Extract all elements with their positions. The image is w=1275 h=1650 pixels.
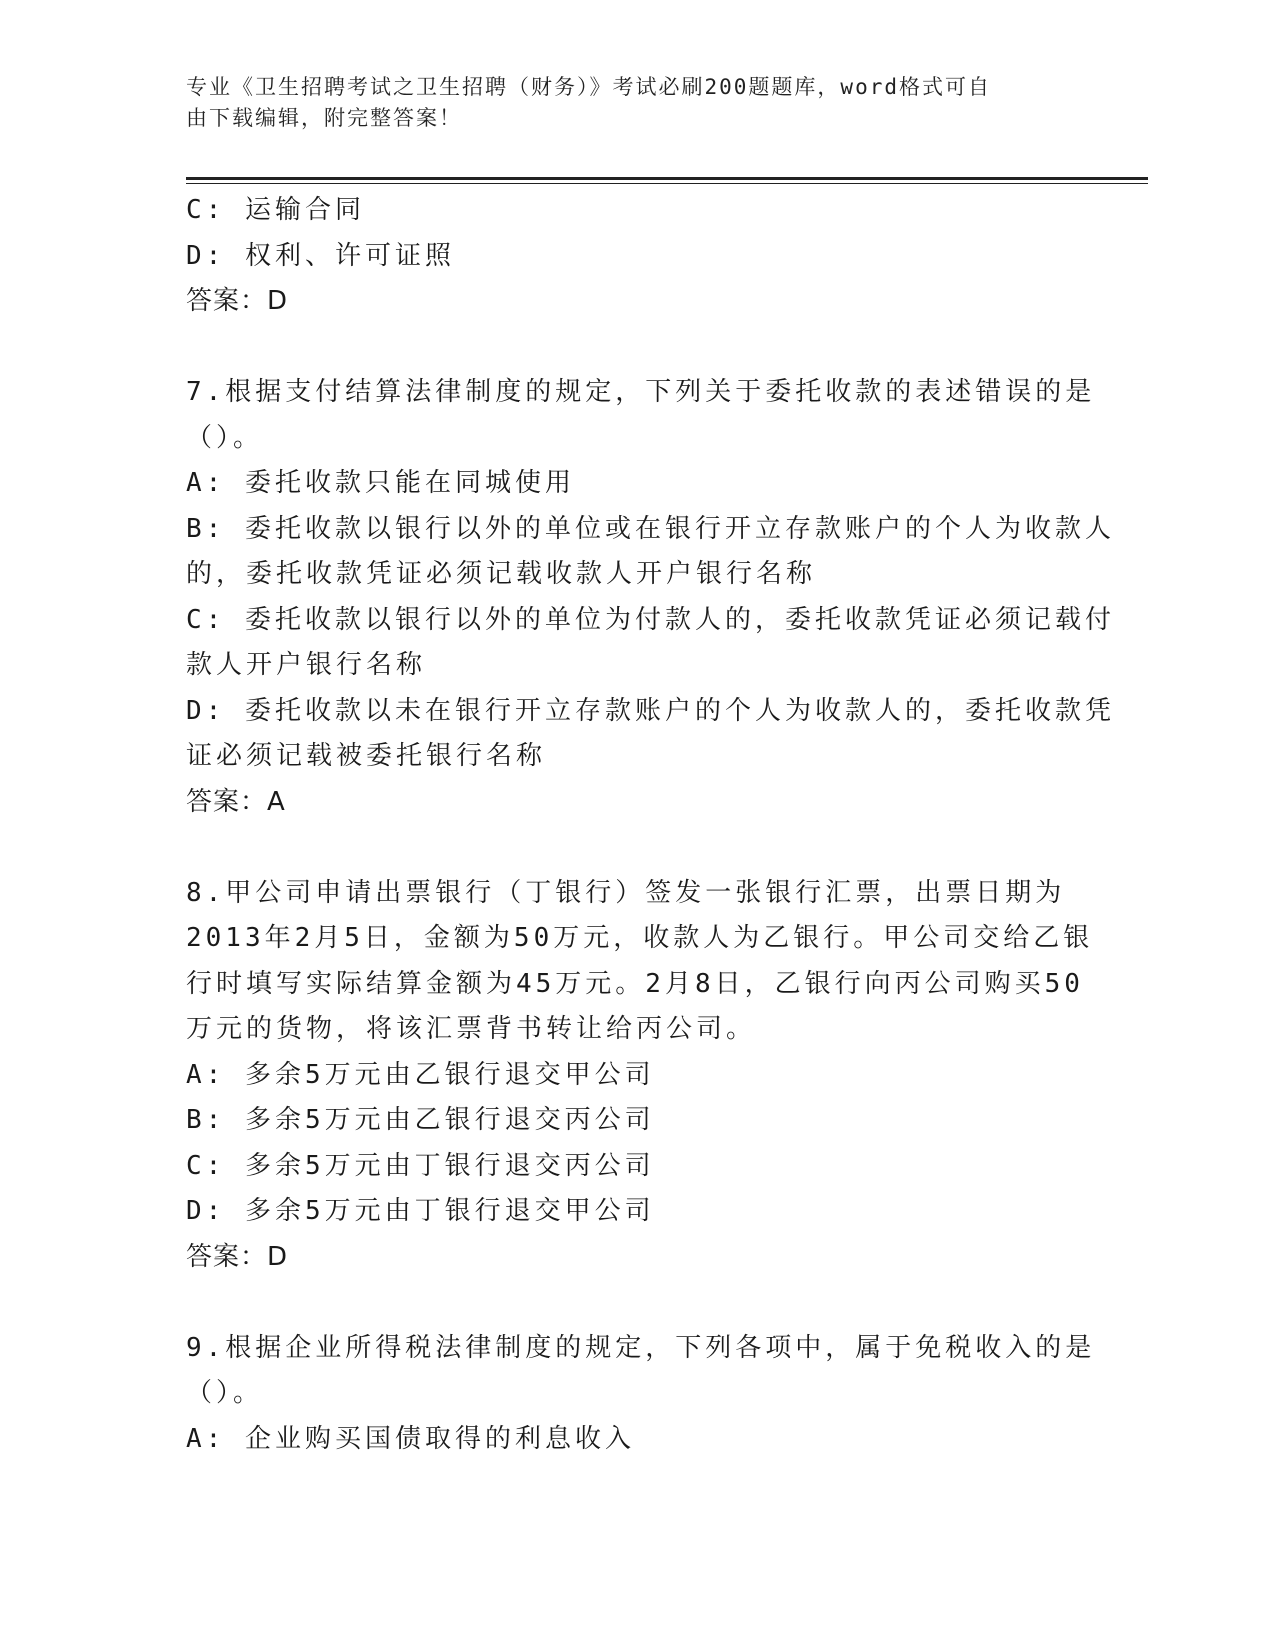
q9-option-a: A: 企业购买国债取得的利息收入	[186, 1423, 635, 1454]
q7-option-d-line-2: 证必须记载被委托银行名称	[186, 741, 547, 771]
question-7	[186, 370, 1115, 825]
q7-option-d-line-1: D: 委托收款以未在银行开立存款账户的个人为收款人的，委托收款凭	[186, 695, 1115, 726]
header-rule-thick	[186, 177, 1148, 180]
q9-stem-line-2: （）。	[186, 1378, 264, 1408]
q8-answer: 答案：D	[186, 1241, 289, 1272]
q7-option-c-line-2: 款人开户银行名称	[186, 650, 427, 680]
q9-stem-line-1: 9.根据企业所得税法律制度的规定，下列各项中，属于免税收入的是	[186, 1332, 1096, 1363]
q7-answer: 答案：A	[186, 786, 286, 817]
question-6	[186, 188, 1086, 325]
question-8	[186, 871, 1094, 1281]
q8-stem-line-3: 行时填写实际结算金额为45万元。2月8日，乙银行向丙公司购买50	[186, 968, 1084, 999]
q8-option-b: B: 多余5万元由乙银行退交丙公司	[186, 1105, 655, 1135]
header-line-1: 专业《卫生招聘考试之卫生招聘（财务）》考试必刷200题题库，word格式可自	[186, 75, 991, 99]
document-body	[186, 188, 1115, 1462]
page-header	[186, 72, 1056, 134]
q8-option-a: A: 多余5万元由乙银行退交甲公司	[186, 1059, 655, 1090]
header-rule-thin	[186, 183, 1148, 184]
q8-option-d: D: 多余5万元由丁银行退交甲公司	[186, 1196, 655, 1226]
spacer	[186, 325, 1086, 371]
q8-stem-line-2: 2013年2月5日，金额为50万元，收款人为乙银行。甲公司交给乙银	[186, 923, 1094, 953]
q6-answer: 答案：D	[186, 286, 289, 316]
q8-option-c: C: 多余5万元由丁银行退交丙公司	[186, 1150, 655, 1181]
q7-option-c-line-1: C: 委托收款以银行以外的单位为付款人的，委托收款凭证必须记载付	[186, 604, 1115, 635]
header-line-2: 由下载编辑，附完整答案！	[186, 106, 462, 130]
q6-option-c: C: 运输合同	[186, 195, 365, 225]
q8-stem-line-4: 万元的货物，将该汇票背书转让给丙公司。	[186, 1014, 757, 1044]
q7-stem-line-1: 7.根据支付结算法律制度的规定，下列关于委托收款的表述错误的是	[186, 377, 1096, 407]
q8-stem-line-1: 8.甲公司申请出票银行（丁银行）签发一张银行汇票，出票日期为	[186, 877, 1066, 908]
spacer	[186, 825, 1086, 871]
question-9	[186, 1326, 1096, 1463]
q7-option-b-line-2: 的，委托收款凭证必须记载收款人开户银行名称	[186, 559, 817, 589]
q7-stem-line-2: （）。	[186, 422, 264, 453]
spacer	[186, 1280, 1086, 1326]
q7-option-a: A: 委托收款只能在同城使用	[186, 468, 575, 498]
q6-option-d: D: 权利、许可证照	[186, 240, 455, 271]
q7-option-b-line-1: B: 委托收款以银行以外的单位或在银行开立存款账户的个人为收款人	[186, 513, 1115, 544]
